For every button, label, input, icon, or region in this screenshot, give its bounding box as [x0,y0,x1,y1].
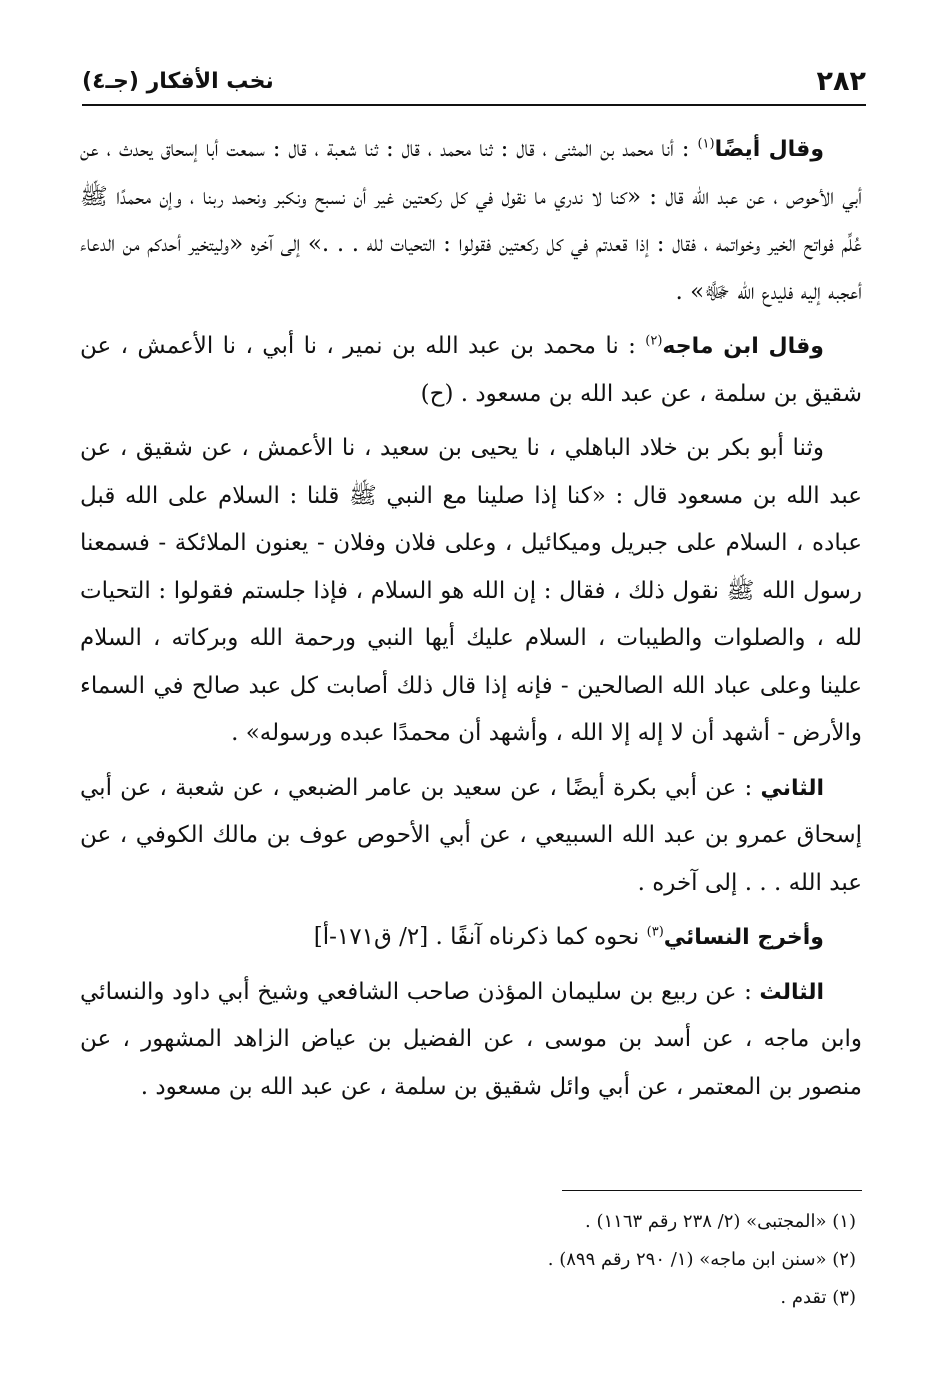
paragraph-lead: وقال ابن ماجه [662,334,824,359]
footnote-separator [562,1190,862,1191]
main-text [80,126,862,1118]
paragraph-lead: وأخرج النسائي [663,925,824,950]
page-header [82,58,866,106]
running-title: نخب الأفكار (جـ٤) [82,68,274,94]
footnote-ref: (٣) [646,924,664,940]
footnote: (٢) «سنن ابن ماجه» (١/ ٢٩٠ رقم ٨٩٩) . [547,1249,856,1270]
paragraph [80,969,862,1112]
page-number: ٢٨٢ [816,65,866,97]
footnotes [100,1203,856,1317]
footnote: (٣) تقدم . [780,1287,856,1308]
paragraph-text: : عن أبي بكرة أيضًا ، عن سعيد بن عامر الضبعي ، عن شعبة ، عن أبي إسحاق عمرو بن عبد الله السبيعي ، عن أبي الأحوص عوف بن مالك الكوفي ، عن عبد الله . . . إلى آخره . [80,774,862,896]
footnote-ref: (٢) [645,333,663,349]
paragraph-text: : نا محمد بن عبد الله بن نمير ، نا أبي ، نا الأعمش ، عن شقيق بن سلمة ، عن عبد الله بن مسعود . (ح) [80,333,862,407]
paragraph-lead: الثاني [760,775,825,801]
paragraph-text: : أنا محمد بن المثنى ، قال : ثنا محمد ، قال : ثنا شعبة ، قال : سمعت أبا إسحاق يحدث ، عن أبي الأحوص ، عن عبد الله قال : «كنا لا ندري ما نقول في كل ركعتين غير أن نسبح ونكبر ونحمد ربنا ، وإن محمدًا ﷺ عُلِّم فواتح الخير وخواتمه ، فقال : إذا قعدتم في كل ركعتين فقولوا : التحيات لله . . .» إلى آخره «وليتخير أحدكم من الدعاء أعجبه إليه فليدع الله ﷻ» . [80,136,862,305]
footnote-ref: (١) [697,136,715,152]
paragraph-lead: وقال أيضًا [714,137,824,162]
paragraph-text: وثنا أبو بكر بن خلاد الباهلي ، نا يحيى بن سعيد ، نا الأعمش ، عن شقيق ، عن عبد الله بن مسعود قال : «كنا إذا صلينا مع النبي ﷺ قلنا : السلام على الله قبل عباده ، السلام على جبريل وميكائيل ، وعلى فلان وفلان - يعنون الملائكة - فسمعنا رسول الله ﷺ نقول ذلك ، فقال : إن الله هو السلام ، فإذا جلستم فقولوا : التحيات لله ، والصلوات والطيبات ، السلام عليك أيها النبي ورحمة الله وبركاته ، السلام علينا وعلى عباد الله الصالحين - فإنه إذا قال ذلك أصابت كل عبد صالح في السماء والأرض - أشهد أن لا إله إلا الله ، وأشهد أن محمدًا عبده ورسوله» . [80,435,862,746]
paragraph [80,126,862,316]
paragraph-lead: الثالث [759,979,824,1005]
footnote: (١) «المجتبى» (٢/ ٢٣٨ رقم ١١٦٣) . [585,1211,856,1232]
paragraph [80,914,862,962]
paragraph-text: : عن ربيع بن سليمان المؤذن صاحب الشافعي وشيخ أبي داود والنسائي وابن ماجه ، عن أسد بن موسى ، عن الفضيل بن عياض الزاهد المشهور ، عن منصور بن المعتمر ، عن أبي وائل شقيق بن سلمة ، عن عبد الله بن مسعود . [80,978,862,1100]
paragraph [80,425,862,758]
paragraph [80,323,862,418]
paragraph-text: نحوه كما ذكرناه آنفًا . [٢/ ق١٧١-أ] [313,924,640,950]
paragraph [80,765,862,908]
